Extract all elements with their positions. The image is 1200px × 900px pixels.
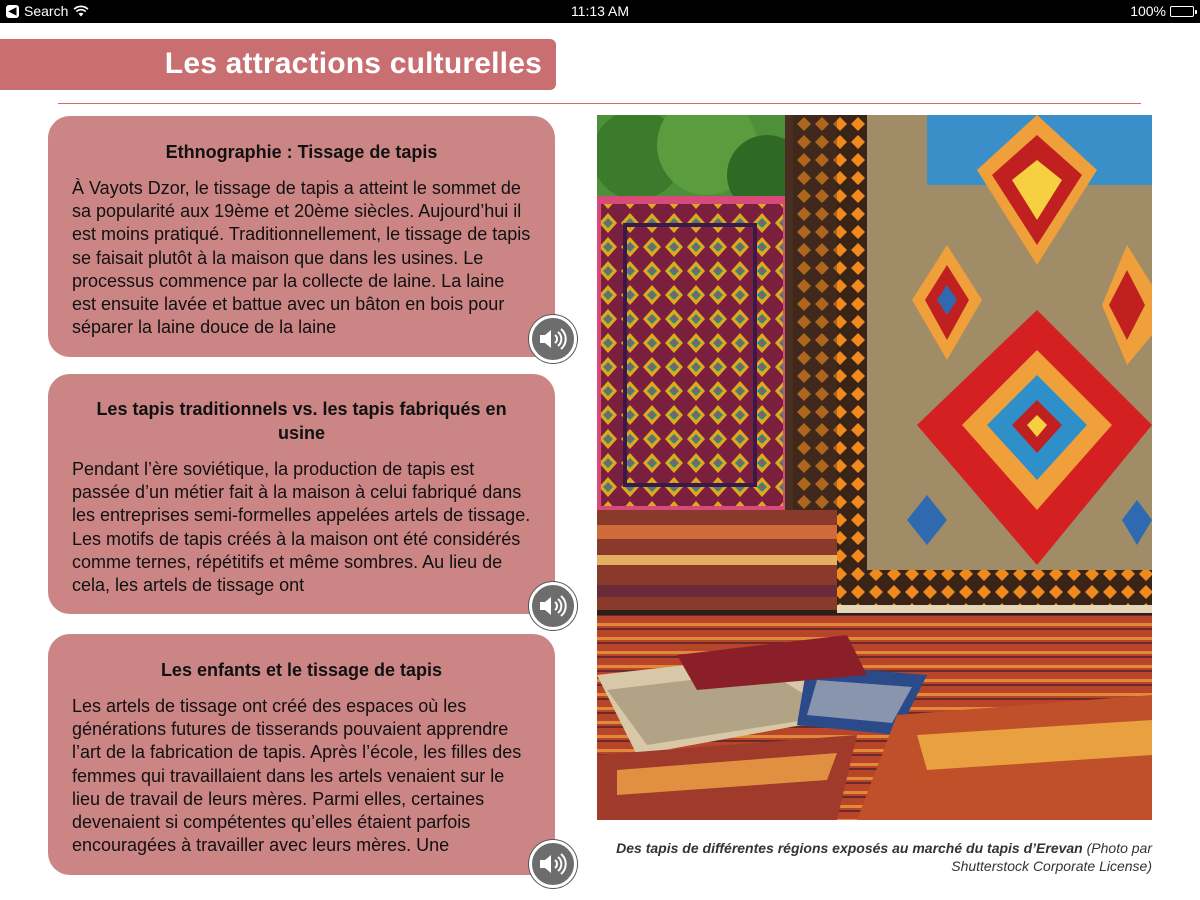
speaker-icon [538,327,568,351]
info-card-enfants[interactable] [48,634,555,875]
card-body: Pendant l’ère soviétique, la production de tapis est passée d’un métier fait à la maison à celui fabriqué dans les entreprises semi-formelles appelées artels de tissage. Les motifs de tapis créés à la maison ont été considérés comme ternes, répétitifs et même sombres. Au lieu de cela, les artels de tissage ont [72,459,531,596]
battery-status [1130,3,1194,19]
speaker-icon [538,852,568,876]
speaker-icon [538,594,568,618]
carpet-market-photo [597,115,1152,820]
back-label: Search [24,3,69,19]
battery-percent: 100% [1130,3,1166,19]
caption-credit: (Photo par Shutterstock Corporate License) [951,840,1152,874]
caption-text: Des tapis de différentes régions exposés au marché du tapis d’Erevan [616,840,1083,856]
card-body: Les artels de tissage ont créé des espaces où les générations futures de tisserands pouvaient apprendre l’art de la fabrication de tapis. Après l’école, les filles des femmes qui travaillaient dans les artels venaient sur le lieu de travail de leurs mères. Parmi elles, certaines devenaient si compétentes qu’elles étaient parfois encouragées à travailler avec leurs mères. Une [72,696,522,856]
audio-play-button[interactable] [529,840,577,888]
clock: 11:13 AM [570,3,630,19]
page-title: Les attractions culturelles [164,47,542,80]
title-banner [0,39,556,90]
status-bar [0,0,1200,23]
divider [58,103,1141,104]
back-arrow-icon: ◀ [6,5,19,18]
card-title: Les enfants et le tissage de tapis [160,660,443,680]
audio-play-button[interactable] [529,582,577,630]
battery-icon [1170,6,1194,17]
audio-play-button[interactable] [529,315,577,363]
info-card-tapis-traditionnels[interactable] [48,374,555,614]
card-title: Ethnographie : Tissage de tapis [165,142,438,162]
carpet-illustration [597,115,1152,820]
card-body: À Vayots Dzor, le tissage de tapis a atteint le sommet de sa popularité aux 19ème et 20ème siècles. Aujourd’hui il est moins pratiqué. Traditionnellement, le tissage de tapis se faisait plutôt à la maison que dans les usines. Le processus commence par la collecte de laine. La laine est ensuite lavée et battue avec un bâton en bois pour séparer la laine douce de la laine [72,178,531,338]
photo-caption [597,839,1152,875]
card-title: Les tapis traditionnels vs. les tapis fabriqués en usine [96,399,507,443]
info-card-ethnographie[interactable] [48,116,555,357]
